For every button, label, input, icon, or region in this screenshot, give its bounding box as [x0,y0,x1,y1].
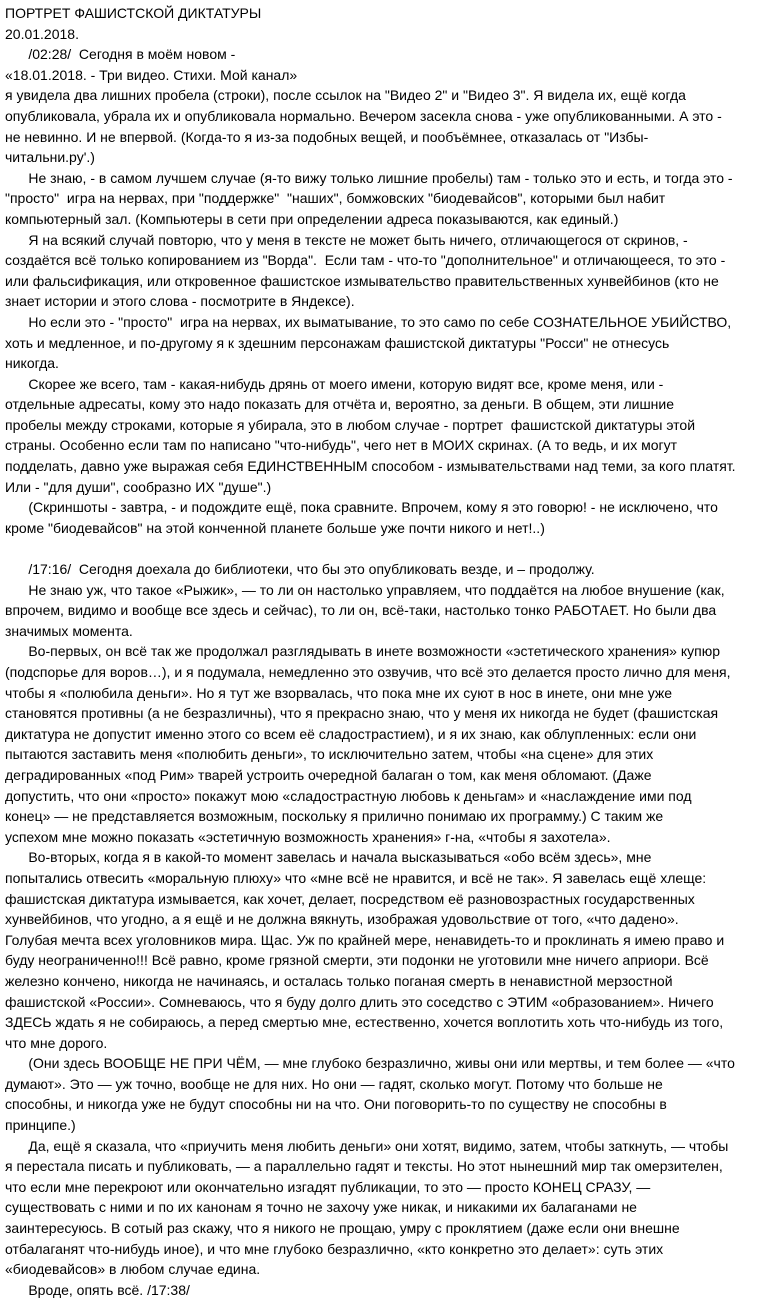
text-line: никогда. [5,355,59,372]
text-line: диктатура не допустит именно этого со всем её сладострастием), и я их знаю, как облупленных: если они [5,725,697,742]
text-line: впрочем, видимо и вообще все здесь и сейчас), то ли он, всё-таки, настолько тонко РАБОТАЕТ. Но были два [5,602,717,619]
text-line: принципе.) [5,1117,76,1134]
text-line: я увидела два лишних пробела (строки), после ссылок на "Видео 2" и "Видео 3". Я видела их, ещё когда [5,87,686,104]
text-line: пытаются заставить меня «полюбить деньги», то исключительно затем, чтобы «на сцене» для этих [5,746,654,763]
text-line: конец» — не представляется возможным, поскольку я прилично понимаю их программу.) С таким же [5,808,664,825]
text-line: ЗДЕСЬ ждать я не собираюсь, а перед смертью мне, естественно, хочется воплотить хоть что-нибудь из того, [5,1014,724,1031]
text-line: Скорее же всего, там - какая-нибудь дрянь от моего имени, которую видят все, кроме меня, или - [5,375,664,392]
text-line: Или - "для души", сообразно ИХ "душе".) [5,478,272,495]
text-line: подделать, давно уже выражая себя ЕДИНСТВЕННЫМ способом - измывательствами над теми, за кого платят. [5,458,736,475]
text-line: или фальсификация, или откровенное фашистское измывательство правительственных хунвейбинов (кто не [5,272,719,289]
text-line: допустить, что они «просто» покажут мою «сладострастную любовь к деньгам» и «наслаждение ими под [5,787,692,804]
text-line: чтобы я «полюбила деньги». Но я тут же взорвалась, что пока мне их суют в нос в инете, они мне уже [5,684,673,701]
text-line: значимых момента. [5,622,133,639]
text-line: /17:16/ Сегодня доехала до библиотеки, что бы это опубликовать везде, и – продолжу. [5,561,595,578]
text-line: кроме "биодевайсов" на этой конченной планете больше уже почти никого и нет!..) [5,519,545,536]
text-line: фашистская диктатура измывается, как хочет, делает, посредством её разновозрастных государственных [5,890,695,907]
document-title: ПОРТРЕТ ФАШИСТСКОЙ ДИКТАТУРЫ [5,5,262,21]
text-line: думают». Это — уж точно, вообще не для них. Но они — гадят, сколько могут. Потому что больше не [5,1075,663,1092]
text-line: отдельные адресаты, кому это надо показать для отчёта и, вероятно, за деньги. В общем, эти лишние [5,396,675,413]
text-line: «биодевайсов» в любом случае едина. [5,1261,261,1278]
text-line: буду неограниченно!!! Всё равно, кроме грязной смерти, эти подонки не уготовили мне ничего априори. Всё [5,952,709,969]
text-line: что если мне перекроют или окончательно изгадят публикации, то это — просто КОНЕЦ СРАЗУ, — [5,1178,651,1195]
text-line: заинтересуюсь. В сотый раз скажу, что я никого не прощаю, умру с проклятием (даже если они внешне [5,1220,680,1237]
text-line: (подспорье для воров…), и я подумала, немедленно это озвучив, что всё это делается просто лично для меня, [5,664,731,680]
text-line: успехом мне можно показать «эстетичную возможность хранения» г-на, «чтобы я захотела». [5,828,611,845]
text-line: железно кончено, никогда не начинаясь, и осталась только поганая смерть в ненавистной мерзостной [5,972,673,989]
text-line: опубликовала, убрала их и опубликовала нормально. Вечером засекла снова - уже опубликованными. А это - [5,107,722,124]
entry-0228 [5,44,760,538]
text-line: создаётся всё только копированием из "Ворда". Если там - что-то "дополнительное" и отличающееся, то это - [5,252,726,269]
text-line: пробелы между строками, которые я убирала, это в любом случае - портрет фашистской диктатуры этой [5,416,696,433]
entry-1716 [5,559,760,1300]
text-line: попытались отвесить «моральную плюху» что «мне всё не нравится, и всё не так». Я завелась ещё хлеще: [5,869,707,886]
text-line: деградированных «под Рим» тварей устроить очередной балаган о том, как меня обломают. (Даже [5,766,652,783]
text-line: хунвейбинов, что угодно, а я ещё и не должна вякнуть, изображая удовольствие от того, «что дадено». [5,911,679,928]
text-line: (Они здесь ВООБЩЕ НЕ ПРИ ЧЁМ, — мне глубоко безразлично, живы они или мертвы, и тем более — «что [5,1055,735,1072]
text-line: Да, ещё я сказала, что «приучить меня любить деньги» они хотят, видимо, затем, чтобы заткнуть, — чтобы [5,1137,729,1154]
text-line: способны, и никогда уже не будут способны ни на что. Они поговорить-то по существу не способны в [5,1096,667,1113]
text-line: компьютерный зал. (Компьютеры в сети при определении адреса показываются, как единый.) [5,210,619,227]
text-line: Во-вторых, когда я в какой-то момент завелась и начала высказываться «обо всём здесь», мне [5,849,652,866]
text-line: знает истории и этого слова - посмотрите в Яндексе). [5,293,355,310]
text-line: читальни.ру'.) [5,149,95,166]
text-line: /02:28/ Сегодня в моём новом - [5,46,236,63]
text-line: Во-первых, он всё так же продолжал разглядывать в инете возможности «эстетического хранения» купюр [5,643,720,660]
text-line: Вроде, опять всё. /17:38/ [5,1281,190,1298]
text-line: хоть и медленное, и по-другому я к здешним персонажам фашистской диктатуры "Росси" не отнесусь [5,334,670,351]
text-line: что мне дорого. [5,1034,108,1051]
text-line: Голубая мечта всех уголовников мира. Щас. Уж по крайней мере, ненавидеть-то и проклинать я имею право и [5,931,725,948]
text-line: страны. Особенно если там по написано "что-нибудь", чего нет в МОИХ скринах. (А то ведь, и их могут [5,437,678,454]
text-line: "просто" игра на нервах, при "поддержке" "наших", бомжовских "биодевайсов", которыми был набит [5,190,666,207]
text-line: фашистской «России». Сомневаюсь, что я буду долго длить это соседство с ЭТИМ «образованием». Ничего [5,993,714,1010]
text-line: Не знаю уж, что такое «Рыжик», — то ли он настолько управляем, что поддаётся на любое внушение (как, [5,581,725,598]
section-gap [5,538,760,559]
text-line: не невинно. И не впервой. (Когда-то я из-за подобных вещей, и пообъёмнее, отказалась от "Избы- [5,128,649,145]
text-line: отбалаганят что-нибудь иное), и что мне глубоко безразлично, «кто конкретно это делает»: суть этих [5,1240,664,1257]
text-line: я перестала писать и публиковать, — а параллельно гадят и тексты. Но этот нынешний мир так омерзителен, [5,1158,723,1175]
text-line: существовать с ними и по их канонам я точно не захочу уже никак, и никакими их балаганами не [5,1199,637,1216]
text-line: Но если это - "просто" игра на нервах, их выматывание, то это само по себе СОЗНАТЕЛЬНОЕ УБИЙСТВО, [5,313,732,330]
text-line: (Скриншоты - завтра, - и подождите ещё, пока сравните. Впрочем, кому я это говорю! - не исключено, что [5,499,718,516]
text-line: «18.01.2018. - Три видео. Стихи. Мой канал» [5,66,298,83]
text-line: Я на всякий случай повторю, что у меня в тексте не может быть ничего, отличающегося от скринов, - [5,231,688,248]
document-date: 20.01.2018. [5,25,79,42]
text-line: Не знаю, - в самом лучшем случае (я-то вижу только лишние пробелы) там - только это и есть, и тогда это - [5,169,733,186]
text-line: становятся противны (а не безразличны), что я прекрасно знаю, что у меня их никогда не будет (фашистская [5,705,719,722]
